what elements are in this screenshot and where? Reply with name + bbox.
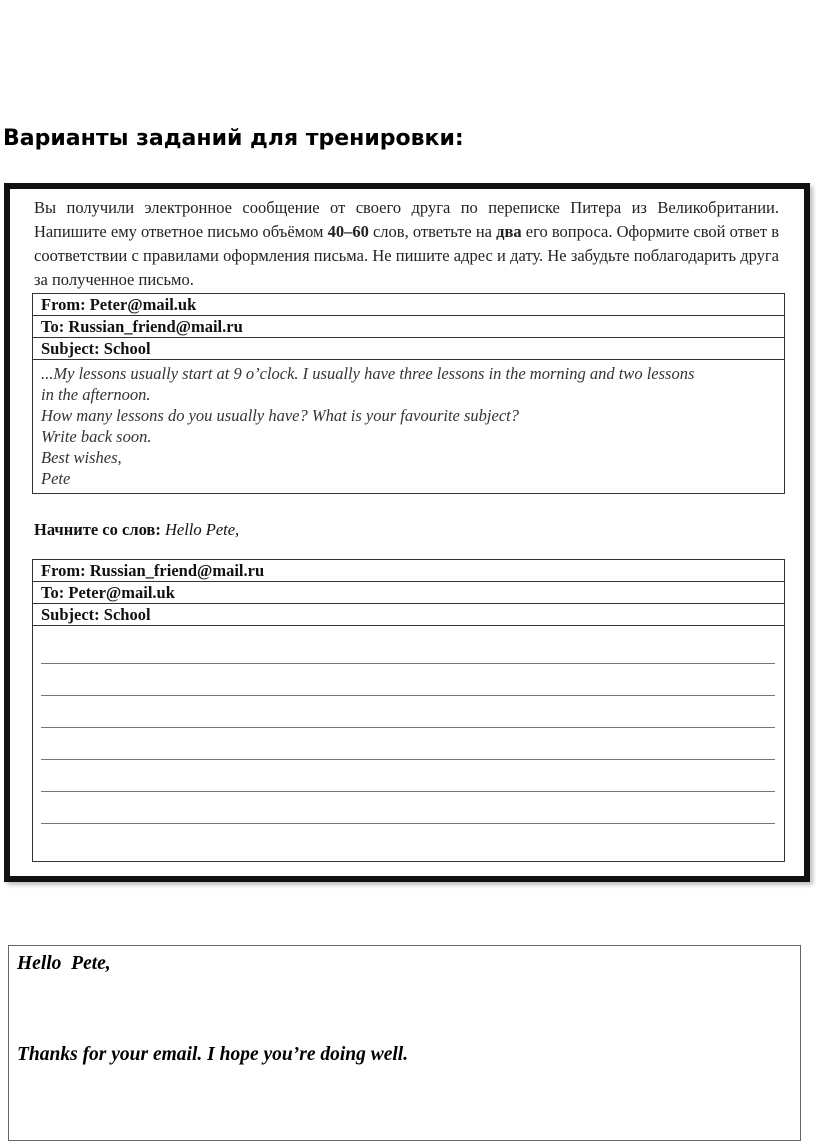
reply-to: To: Peter@mail.uk — [33, 582, 784, 604]
instructions-part3: его вопроса. Оформите свой ответ в соответствии с правилами оформления письма. Не пишите адрес и дату. Не забудьте поблагодарить друга за полученное письмо. — [34, 222, 779, 289]
reply-writing-area[interactable] — [33, 626, 784, 861]
answer-line-1: Thanks for your email. I hope you’re doing well. — [17, 1044, 409, 1065]
incoming-email — [32, 293, 785, 494]
blank-writing-line — [41, 727, 775, 728]
incoming-to: To: Russian_friend@mail.ru — [33, 316, 784, 338]
answer-box[interactable] — [8, 945, 801, 1141]
answer-greeting: Hello Pete, — [17, 953, 111, 974]
body-line: Pete — [41, 469, 71, 488]
task-instructions — [34, 196, 779, 292]
blank-writing-line — [41, 791, 775, 792]
instructions-part1: Вы получили электронное сообщение от своего друга по переписке Питера из Великобритании. Напишите ему ответное письмо объёмом — [34, 198, 779, 241]
incoming-body — [33, 360, 784, 493]
body-line: How many lessons do you usually have? What is your favourite subject? — [41, 406, 519, 425]
blank-writing-line — [41, 663, 775, 664]
task-frame — [4, 183, 810, 882]
reply-email — [32, 559, 785, 862]
start-words-label: Начните со слов: — [34, 520, 161, 539]
blank-writing-line — [41, 695, 775, 696]
body-line: Best wishes, — [41, 448, 122, 467]
blank-writing-line — [41, 823, 775, 824]
start-words-value: Hello Pete, — [164, 520, 240, 539]
reply-subject: Subject: School — [33, 604, 784, 626]
instructions-word-count: 40–60 — [327, 222, 369, 241]
instructions-part2: слов, ответьте на — [368, 222, 497, 241]
incoming-from: From: Peter@mail.uk — [33, 294, 784, 316]
reply-from: From: Russian_friend@mail.ru — [33, 560, 784, 582]
blank-writing-line — [41, 759, 775, 760]
body-line: ...My lessons usually start at 9 o’clock. I usually have three lessons in the morning and two lessons — [41, 364, 695, 383]
instructions-two: два — [496, 222, 522, 241]
incoming-subject: Subject: School — [33, 338, 784, 360]
body-line: in the afternoon. — [41, 385, 151, 404]
body-line: Write back soon. — [41, 427, 152, 446]
page-heading: Варианты заданий для тренировки: — [3, 126, 464, 151]
start-words — [34, 520, 239, 540]
